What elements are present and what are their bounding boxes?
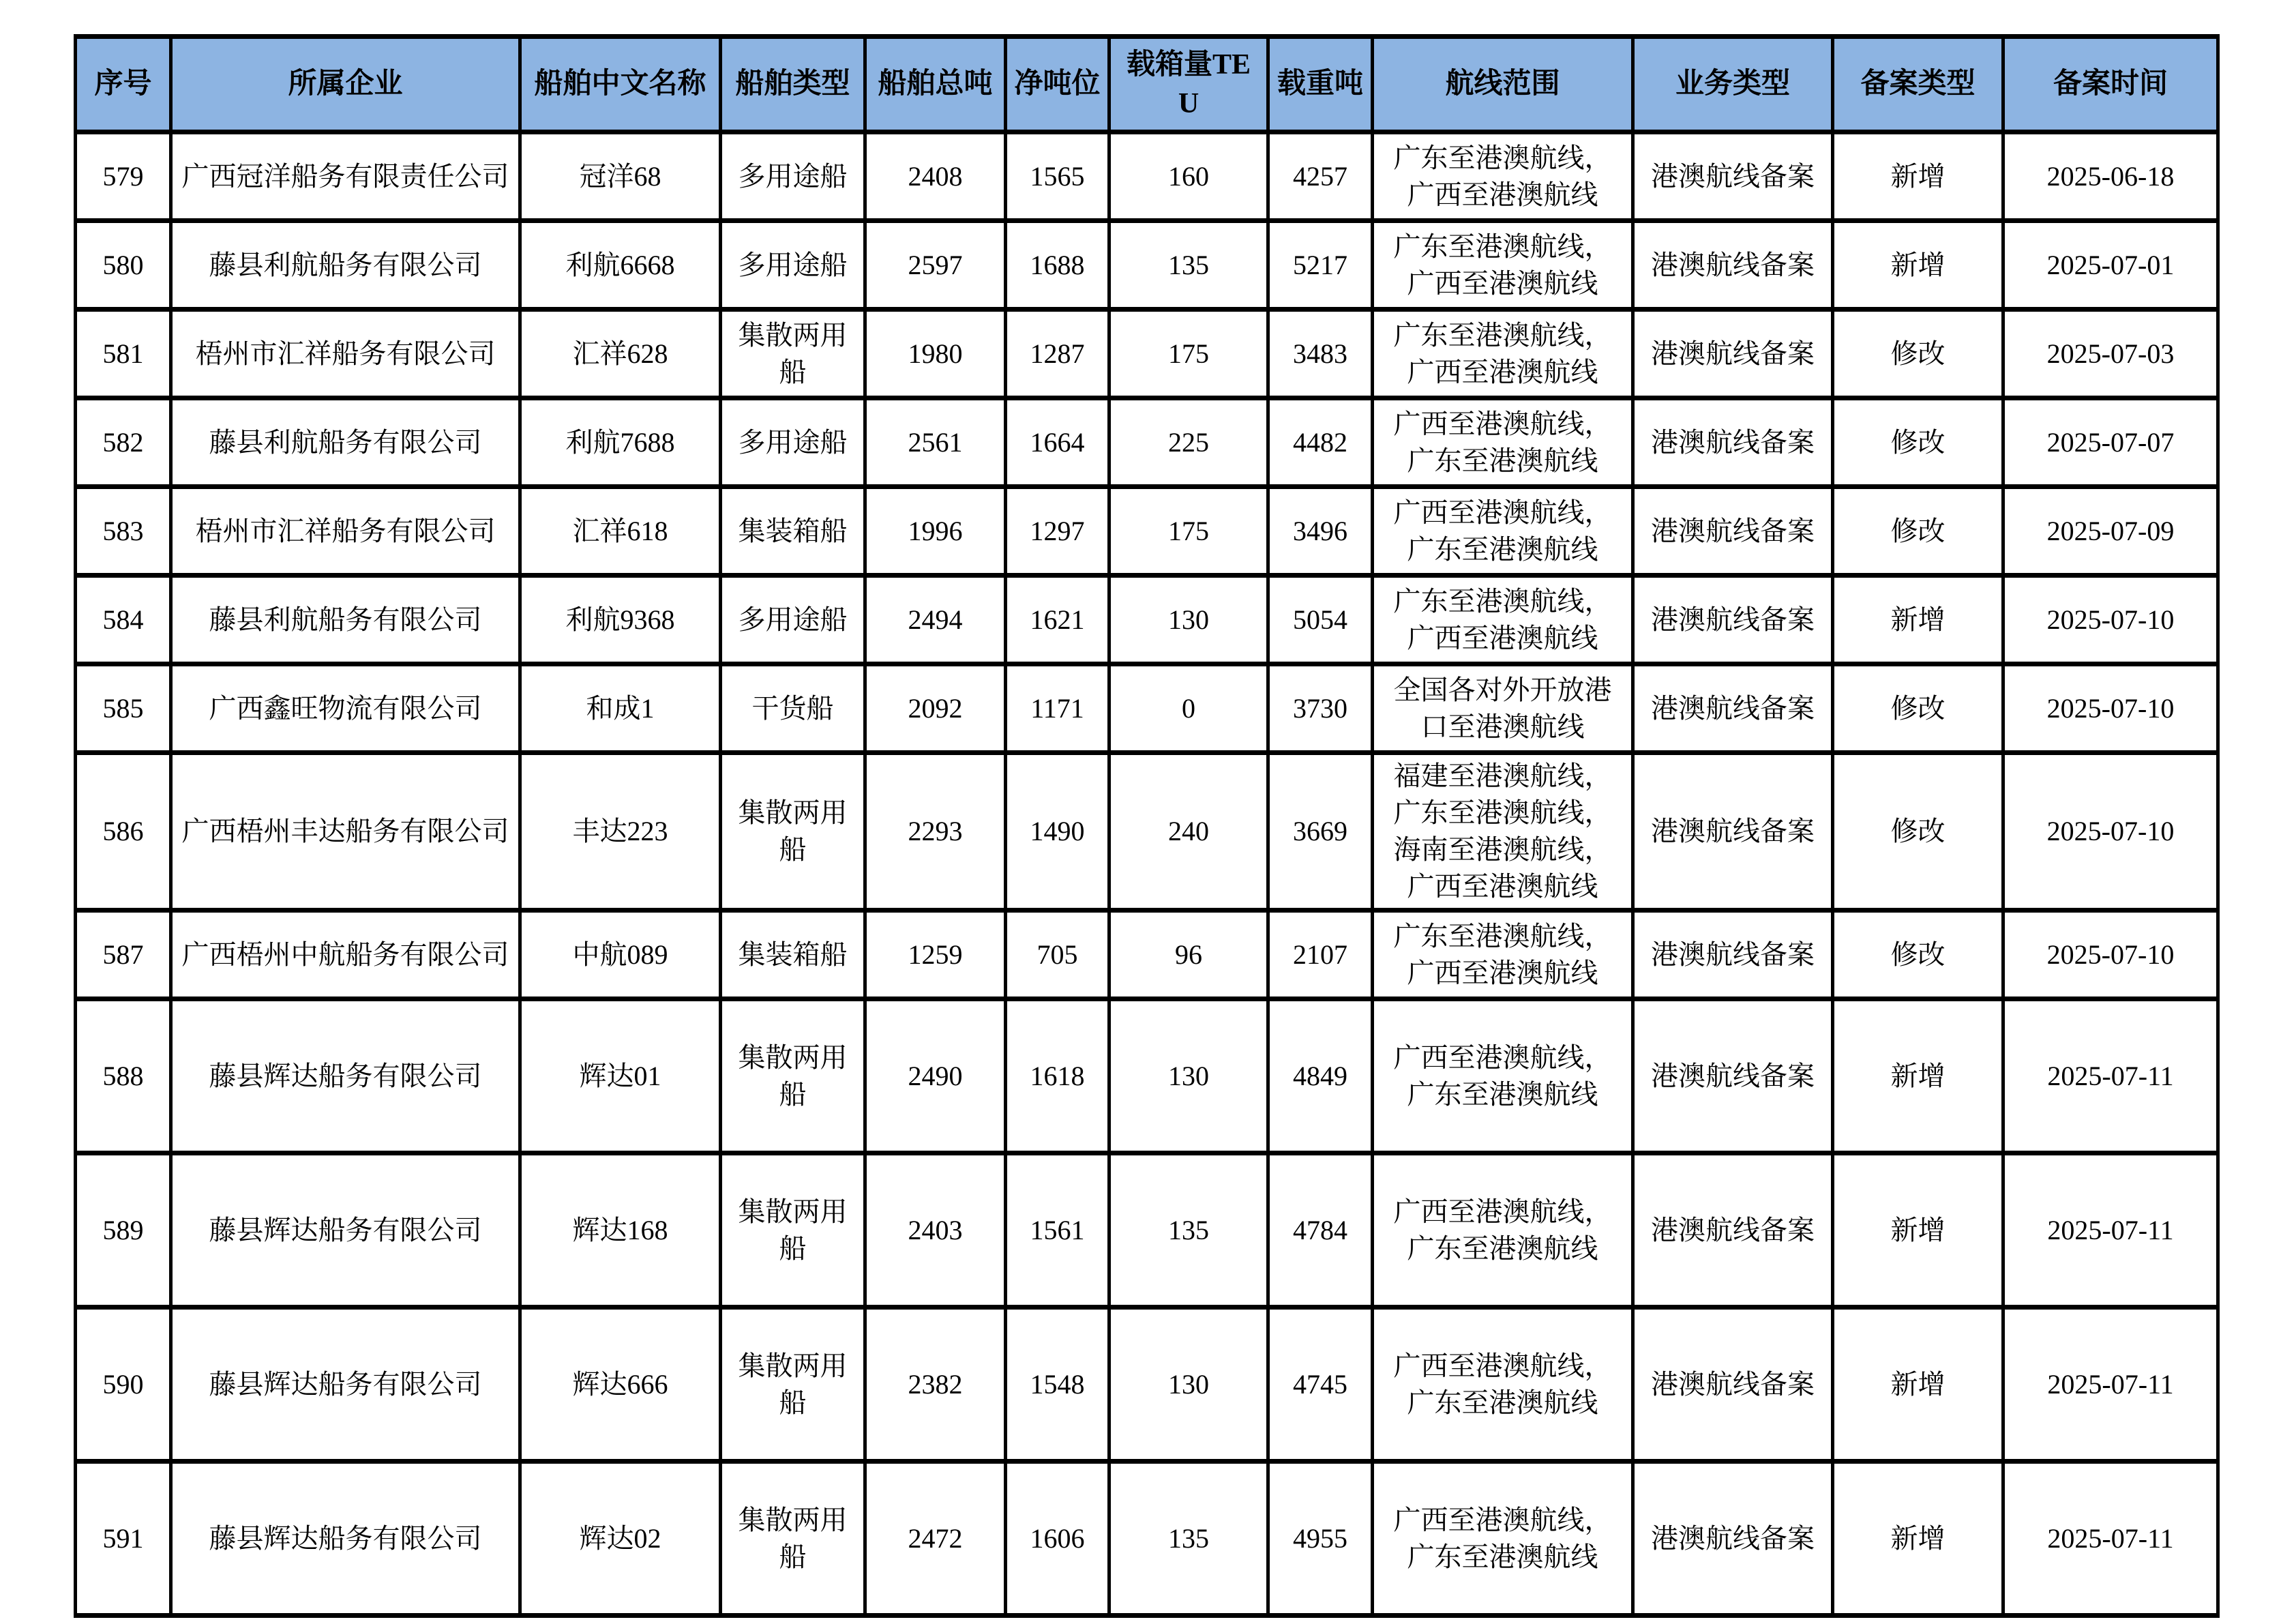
table-cell: 藤县利航船务有限公司 [171,221,520,310]
table-cell: 集散两用船 [721,999,865,1153]
column-header: 船舶中文名称 [520,37,721,132]
table-cell: 2408 [865,132,1006,221]
table-cell: 1561 [1006,1153,1109,1308]
table-cell: 集装箱船 [721,911,865,999]
table-cell: 广西至港澳航线，广东至港澳航线 [1373,1153,1633,1308]
table-cell: 藤县利航船务有限公司 [171,576,520,664]
table-row [76,911,2218,999]
table-cell: 广西冠洋船务有限责任公司 [171,132,520,221]
table-cell: 1297 [1006,487,1109,576]
table-cell: 583 [76,487,171,576]
table-cell: 辉达01 [520,999,721,1153]
table-row [76,398,2218,487]
table-cell: 汇祥628 [520,310,721,398]
table-cell: 130 [1109,576,1268,664]
table-cell: 和成1 [520,664,721,753]
table-cell: 130 [1109,999,1268,1153]
table-cell: 135 [1109,1153,1268,1308]
table-cell: 1287 [1006,310,1109,398]
table-cell: 多用途船 [721,576,865,664]
table-cell: 广西鑫旺物流有限公司 [171,664,520,753]
table-cell: 新增 [1833,576,2003,664]
table-cell: 广东至港澳航线，广西至港澳航线 [1373,310,1633,398]
table-cell: 2025-07-10 [2003,664,2218,753]
table-cell: 1548 [1006,1308,1109,1462]
table-row [76,1308,2218,1462]
table-cell: 梧州市汇祥船务有限公司 [171,310,520,398]
table-cell: 581 [76,310,171,398]
table-cell: 2025-07-10 [2003,753,2218,911]
table-cell: 利航6668 [520,221,721,310]
table-cell: 港澳航线备案 [1633,221,1833,310]
table-cell: 辉达666 [520,1308,721,1462]
table-cell: 修改 [1833,911,2003,999]
table-cell: 3496 [1268,487,1373,576]
column-header: 载箱量TEU [1109,37,1268,132]
table-cell: 利航7688 [520,398,721,487]
table-cell: 港澳航线备案 [1633,753,1833,911]
table-cell: 广西至港澳航线，广东至港澳航线 [1373,398,1633,487]
table-cell: 广西至港澳航线，广东至港澳航线 [1373,487,1633,576]
table-cell: 3483 [1268,310,1373,398]
table-cell: 586 [76,753,171,911]
table-cell: 4745 [1268,1308,1373,1462]
table-cell: 汇祥618 [520,487,721,576]
table-cell: 2107 [1268,911,1373,999]
table-cell: 2403 [865,1153,1006,1308]
table-cell: 修改 [1833,398,2003,487]
table-cell: 梧州市汇祥船务有限公司 [171,487,520,576]
table-cell: 2490 [865,999,1006,1153]
table-cell: 175 [1109,487,1268,576]
table-cell: 1621 [1006,576,1109,664]
column-header: 船舶总吨 [865,37,1006,132]
table-cell: 港澳航线备案 [1633,999,1833,1153]
table-cell: 新增 [1833,132,2003,221]
table-cell: 2025-07-11 [2003,1308,2218,1462]
table-cell: 5217 [1268,221,1373,310]
table-cell: 新增 [1833,1308,2003,1462]
table-cell: 4257 [1268,132,1373,221]
table-cell: 广东至港澳航线，广西至港澳航线 [1373,576,1633,664]
table-cell: 集散两用船 [721,1308,865,1462]
table-cell: 藤县辉达船务有限公司 [171,1308,520,1462]
table-cell: 新增 [1833,221,2003,310]
table-cell: 580 [76,221,171,310]
table-cell: 广西梧州中航船务有限公司 [171,911,520,999]
table-cell: 多用途船 [721,398,865,487]
table-cell: 2597 [865,221,1006,310]
table-cell: 1664 [1006,398,1109,487]
table-cell: 港澳航线备案 [1633,1308,1833,1462]
column-header: 航线范围 [1373,37,1633,132]
table-cell: 584 [76,576,171,664]
table-cell: 3669 [1268,753,1373,911]
table-cell: 多用途船 [721,132,865,221]
table-cell: 全国各对外开放港口至港澳航线 [1373,664,1633,753]
table-cell: 2025-07-11 [2003,1462,2218,1616]
table-cell: 135 [1109,221,1268,310]
column-header: 序号 [76,37,171,132]
table-cell: 587 [76,911,171,999]
vessel-records-table [74,34,2220,1618]
table-cell: 集散两用船 [721,310,865,398]
column-header: 船舶类型 [721,37,865,132]
table-cell: 广西梧州丰达船务有限公司 [171,753,520,911]
table-row [76,576,2218,664]
table-row [76,487,2218,576]
table-cell: 集散两用船 [721,1153,865,1308]
table-row [76,132,2218,221]
table-cell: 4849 [1268,999,1373,1153]
table-cell: 广东至港澳航线，广西至港澳航线 [1373,911,1633,999]
table-cell: 修改 [1833,664,2003,753]
table-cell: 1565 [1006,132,1109,221]
table-cell: 港澳航线备案 [1633,132,1833,221]
column-header: 载重吨 [1268,37,1373,132]
table-cell: 2092 [865,664,1006,753]
table-cell: 藤县辉达船务有限公司 [171,999,520,1153]
table-cell: 2382 [865,1308,1006,1462]
table-cell: 1618 [1006,999,1109,1153]
table-cell: 1996 [865,487,1006,576]
table-cell: 2025-07-10 [2003,911,2218,999]
table-cell: 4784 [1268,1153,1373,1308]
table-cell: 利航9368 [520,576,721,664]
table-cell: 集散两用船 [721,753,865,911]
table-cell: 589 [76,1153,171,1308]
table-row [76,664,2218,753]
table-cell: 新增 [1833,1153,2003,1308]
table-cell: 新增 [1833,999,2003,1153]
table-row [76,310,2218,398]
table-cell: 2025-07-11 [2003,1153,2218,1308]
table-cell: 4482 [1268,398,1373,487]
spreadsheet-page [0,34,2296,1624]
table-cell: 240 [1109,753,1268,911]
table-cell: 修改 [1833,753,2003,911]
table-cell: 福建至港澳航线，广东至港澳航线，海南至港澳航线，广西至港澳航线 [1373,753,1633,911]
table-row [76,1153,2218,1308]
column-header: 备案时间 [2003,37,2218,132]
table-cell: 175 [1109,310,1268,398]
table-cell: 集装箱船 [721,487,865,576]
table-cell: 藤县辉达船务有限公司 [171,1462,520,1616]
table-cell: 2472 [865,1462,1006,1616]
column-header: 所属企业 [171,37,520,132]
table-cell: 585 [76,664,171,753]
table-cell: 藤县辉达船务有限公司 [171,1153,520,1308]
table-cell: 广东至港澳航线，广西至港澳航线 [1373,221,1633,310]
table-cell: 辉达168 [520,1153,721,1308]
table-cell: 1490 [1006,753,1109,911]
header-row [76,37,2218,132]
table-cell: 港澳航线备案 [1633,487,1833,576]
table-cell: 588 [76,999,171,1153]
table-cell: 辉达02 [520,1462,721,1616]
table-cell: 2025-07-01 [2003,221,2218,310]
table-cell: 广西至港澳航线，广东至港澳航线 [1373,1462,1633,1616]
table-cell: 藤县利航船务有限公司 [171,398,520,487]
table-cell: 130 [1109,1308,1268,1462]
table-cell: 港澳航线备案 [1633,1153,1833,1308]
table-cell: 4955 [1268,1462,1373,1616]
table-cell: 2561 [865,398,1006,487]
table-cell: 160 [1109,132,1268,221]
table-cell: 225 [1109,398,1268,487]
table-cell: 135 [1109,1462,1268,1616]
table-cell: 修改 [1833,310,2003,398]
table-cell: 中航089 [520,911,721,999]
table-body [76,132,2218,1616]
table-cell: 96 [1109,911,1268,999]
table-cell: 1980 [865,310,1006,398]
table-cell: 广西至港澳航线，广东至港澳航线 [1373,1308,1633,1462]
table-cell: 591 [76,1462,171,1616]
table-cell: 1688 [1006,221,1109,310]
table-cell: 广西至港澳航线，广东至港澳航线 [1373,999,1633,1153]
table-cell: 2293 [865,753,1006,911]
table-cell: 港澳航线备案 [1633,576,1833,664]
table-cell: 丰达223 [520,753,721,911]
table-cell: 港澳航线备案 [1633,664,1833,753]
table-cell: 2025-07-10 [2003,576,2218,664]
table-cell: 1606 [1006,1462,1109,1616]
table-cell: 广东至港澳航线，广西至港澳航线 [1373,132,1633,221]
table-cell: 579 [76,132,171,221]
table-cell: 港澳航线备案 [1633,911,1833,999]
table-cell: 0 [1109,664,1268,753]
table-cell: 590 [76,1308,171,1462]
column-header: 备案类型 [1833,37,2003,132]
table-row [76,753,2218,911]
table-cell: 冠洋68 [520,132,721,221]
table-cell: 5054 [1268,576,1373,664]
table-cell: 修改 [1833,487,2003,576]
table-cell: 2494 [865,576,1006,664]
table-cell: 2025-07-09 [2003,487,2218,576]
column-header: 业务类型 [1633,37,1833,132]
table-cell: 1259 [865,911,1006,999]
table-cell: 多用途船 [721,221,865,310]
table-cell: 3730 [1268,664,1373,753]
table-cell: 582 [76,398,171,487]
table-row [76,999,2218,1153]
table-cell: 干货船 [721,664,865,753]
table-cell: 港澳航线备案 [1633,1462,1833,1616]
table-row [76,221,2218,310]
table-cell: 705 [1006,911,1109,999]
table-cell: 港澳航线备案 [1633,398,1833,487]
table-cell: 1171 [1006,664,1109,753]
table-cell: 新增 [1833,1462,2003,1616]
table-cell: 2025-07-11 [2003,999,2218,1153]
table-cell: 2025-07-07 [2003,398,2218,487]
table-cell: 2025-07-03 [2003,310,2218,398]
table-row [76,1462,2218,1616]
column-header: 净吨位 [1006,37,1109,132]
table-cell: 集散两用船 [721,1462,865,1616]
table-cell: 港澳航线备案 [1633,310,1833,398]
table-cell: 2025-06-18 [2003,132,2218,221]
